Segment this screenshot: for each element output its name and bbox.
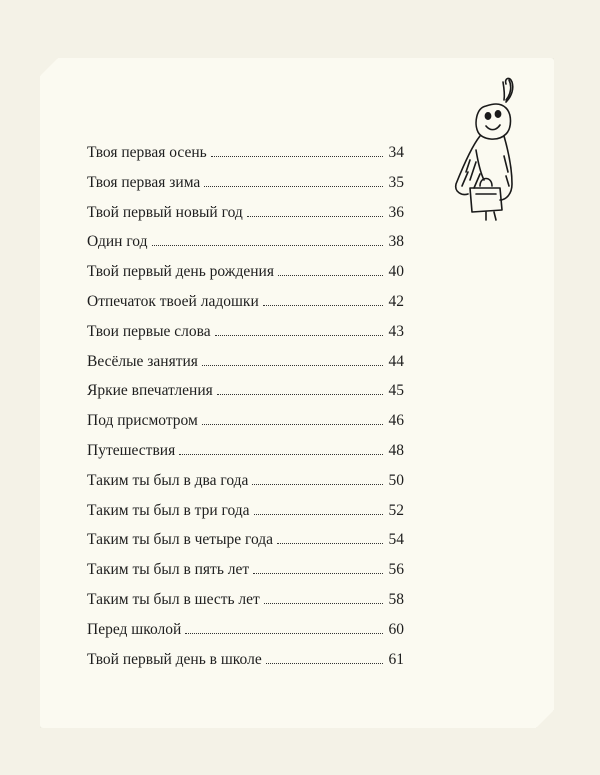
toc-entry: [87, 323, 404, 353]
toc-entry-page: 56: [388, 561, 404, 579]
toc-leader-dots: [254, 514, 383, 515]
toc-entry: [87, 204, 404, 234]
toc-entry: [87, 233, 404, 263]
toc-entry: [87, 561, 404, 591]
toc-entry-title: Твои первые слова: [87, 322, 211, 340]
toc-entry-title: Отпечаток твоей ладошки: [87, 292, 259, 310]
toc-entry: [87, 353, 404, 383]
toc-entry: [87, 144, 404, 174]
toc-entry-page: 35: [388, 173, 404, 191]
toc-entry-title: Твоя первая зима: [87, 173, 201, 191]
toc-entry-page: 61: [388, 650, 404, 668]
toc-entry-title: Твой первый день в школе: [87, 650, 262, 668]
toc-entry: [87, 382, 404, 412]
toc-entry: [87, 472, 404, 502]
toc-leader-dots: [185, 633, 383, 634]
toc-entry: [87, 621, 404, 651]
toc-leader-dots: [202, 424, 383, 425]
toc-entry: [87, 651, 404, 681]
toc-entry-title: Перед школой: [87, 620, 182, 638]
toc-entry: [87, 442, 404, 472]
toc-leader-dots: [247, 216, 383, 217]
toc-entry-title: Таким ты был в шесть лет: [87, 590, 260, 608]
toc-entry-page: 36: [388, 203, 404, 221]
toc-entry-page: 60: [388, 620, 404, 638]
toc-leader-dots: [252, 484, 383, 485]
toc-entry-title: Твой первый день рождения: [87, 263, 274, 281]
toc-entry-title: Под присмотром: [87, 412, 198, 430]
toc-leader-dots: [278, 275, 383, 276]
toc-entry-title: Таким ты был в пять лет: [87, 561, 250, 579]
toc-leader-dots: [263, 305, 383, 306]
toc-leader-dots: [152, 245, 383, 246]
toc-entry-title: Таким ты был в два года: [87, 471, 249, 489]
toc-entry: [87, 412, 404, 442]
toc-entry-page: 46: [388, 412, 404, 430]
toc-entry-title: Твоя первая осень: [87, 144, 207, 161]
toc-entry-page: 43: [388, 322, 404, 340]
toc-entry-title: Яркие впечатления: [87, 382, 213, 400]
toc-leader-dots: [253, 573, 383, 574]
toc-leader-dots: [211, 156, 383, 157]
toc-entry-page: 38: [388, 233, 404, 251]
toc-entry: [87, 502, 404, 532]
toc-entry-title: Твой первый новый год: [87, 203, 243, 221]
toc-leader-dots: [217, 394, 383, 395]
toc-entry: [87, 591, 404, 621]
toc-entry-title: Таким ты был в четыре года: [87, 531, 274, 549]
toc-entry-page: 45: [388, 382, 404, 400]
toc-entry-page: 58: [388, 590, 404, 608]
toc-entry-page: 42: [388, 292, 404, 310]
toc-leader-dots: [266, 663, 383, 664]
toc-entry: [87, 293, 404, 323]
toc-entry-page: 54: [388, 531, 404, 549]
toc-entry: [87, 174, 404, 204]
toc-entry-title: Один год: [87, 233, 148, 251]
toc-entry-page: 34: [388, 144, 404, 161]
little-my-character-icon: [446, 76, 524, 228]
toc-entry-page: 48: [388, 441, 404, 459]
toc-entry-title: Путешествия: [87, 441, 176, 459]
toc-entry-page: 44: [388, 352, 404, 370]
toc-entry: [87, 263, 404, 293]
toc-entry-page: 50: [388, 471, 404, 489]
toc-leader-dots: [215, 335, 383, 336]
table-of-contents: [87, 144, 404, 680]
toc-leader-dots: [264, 603, 383, 604]
toc-leader-dots: [179, 454, 383, 455]
toc-leader-dots: [277, 543, 383, 544]
toc-entry-page: 52: [388, 501, 404, 519]
toc-leader-dots: [204, 186, 383, 187]
toc-entry-title: Весёлые занятия: [87, 352, 198, 370]
toc-entry-title: Таким ты был в три года: [87, 501, 250, 519]
toc-leader-dots: [202, 365, 383, 366]
toc-entry-page: 40: [388, 263, 404, 281]
toc-entry: [87, 531, 404, 561]
